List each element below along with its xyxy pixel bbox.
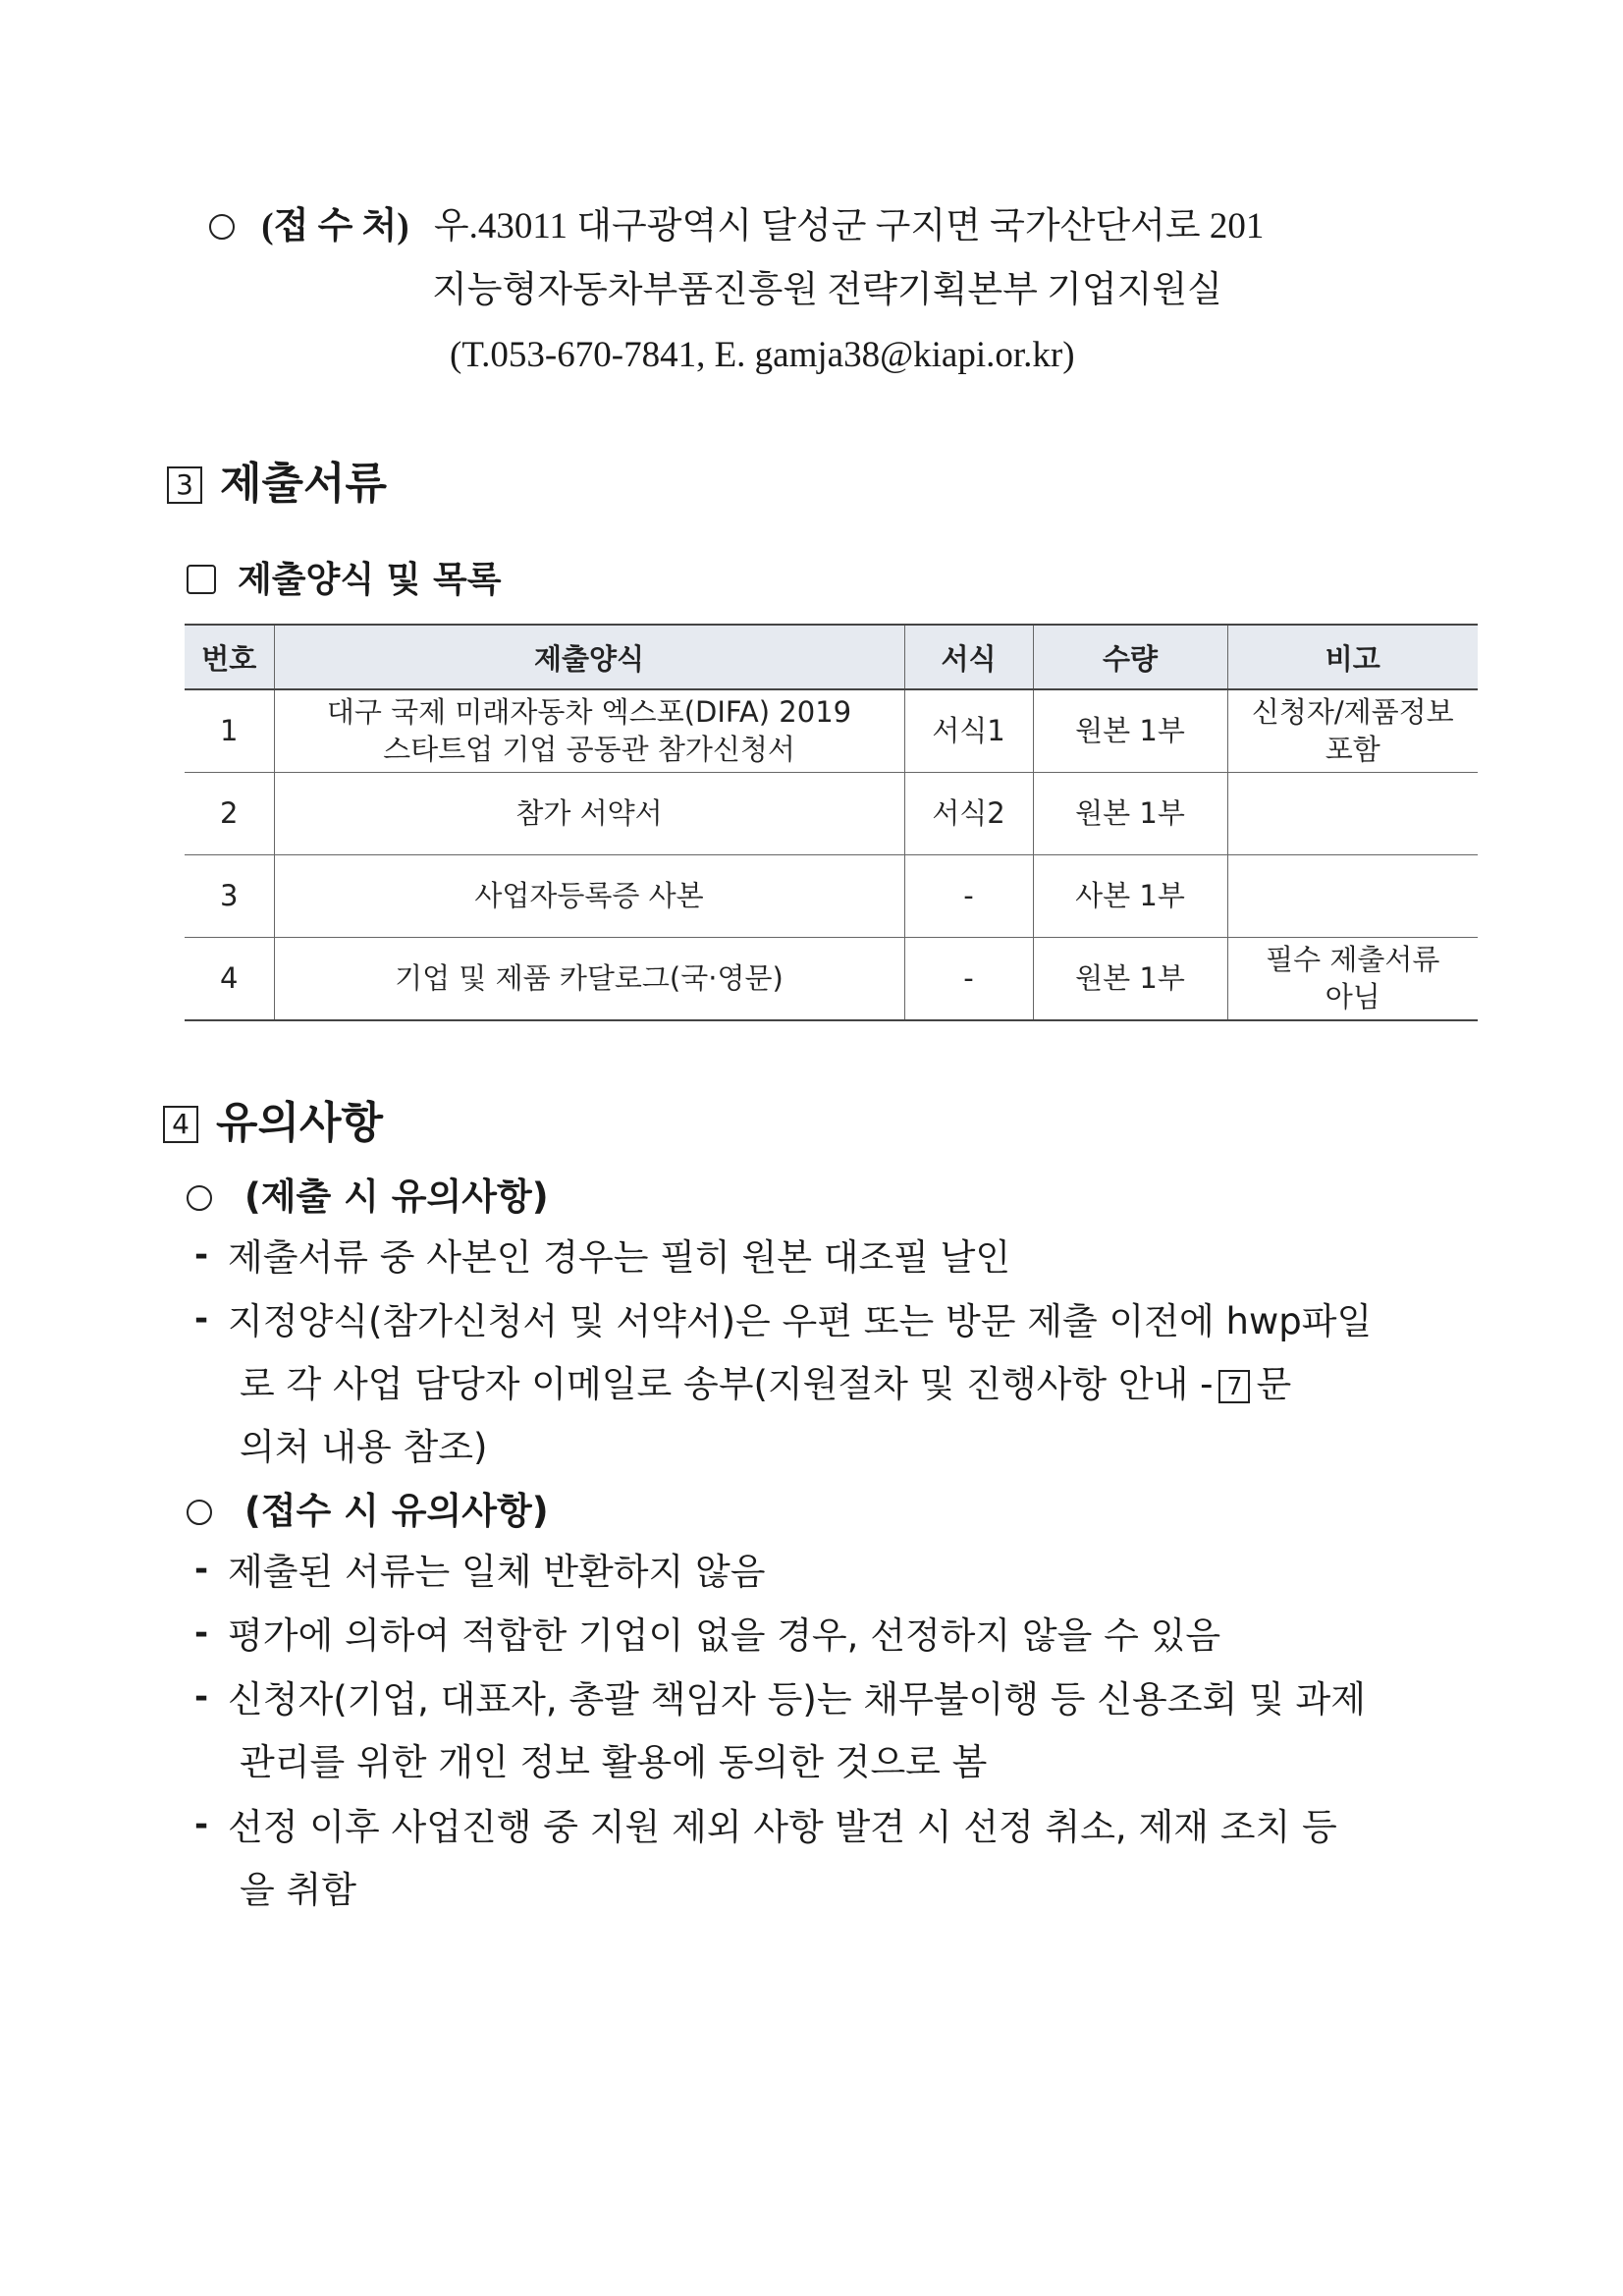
table-row [185,855,1478,938]
receipt-notes-heading-text: (접수 시 유의사항) [243,1490,549,1532]
circle-bullet-icon [187,1185,212,1211]
section-4-title: 유의사항 [216,1098,384,1148]
reference-number-box: 7 [1218,1370,1250,1403]
row-number: 2 [185,773,274,855]
table-header-row [185,625,1478,689]
contact-org: 지능형자동차부품진흥원 전략기획본부 기업지원실 [432,270,1222,310]
receipt-note-4-line2: 을 취함 [240,1869,356,1911]
header-number: 번호 [185,625,274,689]
row-form: 사업자등록증 사본 [274,855,904,938]
submit-note-2-line1: 지정양식(참가신청서 및 서약서)은 우편 또는 방문 제출 이전에 hwp파일 [228,1300,1373,1342]
row-format: - [904,938,1033,1021]
row-form [274,689,904,773]
row-quantity: 원본 1부 [1033,689,1227,773]
table-row [185,689,1478,773]
submit-note-2-line2 [240,1354,1291,1407]
contact-address-line [209,208,1264,245]
submit-notes-heading-text: (제출 시 유의사항) [243,1175,549,1218]
row-quantity: 사본 1부 [1033,855,1227,938]
header-note: 비고 [1227,625,1478,689]
submit-note-1: 제출서류 중 사본인 경우는 필히 원본 대조필 날인 [228,1236,1011,1279]
receipt-note-3-line2: 관리를 위한 개인 정보 활용에 동의한 것으로 봄 [240,1741,988,1783]
contact-address: 우.43011 대구광역시 달성군 구지면 국가산단서로 201 [433,206,1265,246]
row-note [1227,855,1478,938]
dash-bullet: - [194,1299,209,1339]
row-form: 기업 및 제품 카달로그(국·영문) [274,938,904,1021]
row-form-line: 스타트업 기업 공동관 참가신청서 [383,732,795,766]
row-number: 1 [185,689,274,773]
row-number: 4 [185,938,274,1021]
dash-bullet: - [194,1613,209,1653]
row-note-line: 신청자/제품정보 [1251,695,1454,730]
header-form: 제출양식 [274,625,904,689]
receipt-note-1: 제출된 서류는 일체 반환하지 않음 [228,1551,766,1593]
row-note [1227,689,1478,773]
row-quantity: 원본 1부 [1033,773,1227,855]
dash-bullet: - [194,1550,209,1589]
section-3-heading [167,448,387,511]
circle-bullet-icon [187,1500,212,1525]
row-format: 서식1 [904,689,1033,773]
section-number-box: 3 [167,466,202,504]
header-quantity: 수량 [1033,625,1227,689]
receipt-note-4-line1: 선정 이후 사업진행 중 지원 제외 사항 발견 시 선정 취소, 제재 조치 등 [228,1806,1337,1848]
table-row [185,773,1478,855]
submit-note-2-line2-text: 로 각 사업 담당자 이메일로 송부(지원절차 및 진행사항 안내 - [240,1363,1214,1405]
dash-bullet: - [194,1235,209,1275]
submit-note-2-line2-end: 문 [1256,1363,1292,1405]
table-row [185,938,1478,1021]
section-number-box: 4 [163,1106,198,1143]
dash-bullet: - [194,1805,209,1844]
submission-forms-table [185,624,1478,1021]
row-form: 참가 서약서 [274,773,904,855]
square-bullet-icon [187,565,216,594]
contact-label: (접 수 처) [261,206,409,246]
receipt-notes-heading [187,1481,549,1534]
section-3-title: 제출서류 [220,459,388,509]
row-note [1227,773,1478,855]
row-note-line: 아님 [1325,979,1380,1013]
dash-bullet: - [194,1677,209,1717]
row-number: 3 [185,855,274,938]
subheading-text: 제출양식 및 목록 [238,560,502,600]
row-note-line: 포함 [1325,732,1380,766]
row-note-line: 필수 제출서류 [1266,943,1440,977]
submit-note-2-line3: 의처 내용 참조) [240,1426,488,1468]
submission-forms-subheading [187,552,502,602]
submit-notes-heading [187,1167,549,1220]
circle-bullet-icon [209,214,235,240]
row-form-line: 대구 국제 미래자동차 엑스포(DIFA) 2019 [326,695,852,730]
row-quantity: 원본 1부 [1033,938,1227,1021]
row-format: - [904,855,1033,938]
contact-phone-email: (T.053-670-7841, E. gamja38@kiapi.or.kr) [450,335,1075,375]
receipt-note-2: 평가에 의하여 적합한 기업이 없을 경우, 선정하지 않을 수 있음 [228,1614,1221,1657]
section-4-heading [163,1087,383,1150]
receipt-note-3-line1: 신청자(기업, 대표자, 총괄 책임자 등)는 채무불이행 등 신용조회 및 과제 [228,1678,1367,1721]
row-format: 서식2 [904,773,1033,855]
row-note [1227,938,1478,1021]
header-format: 서식 [904,625,1033,689]
